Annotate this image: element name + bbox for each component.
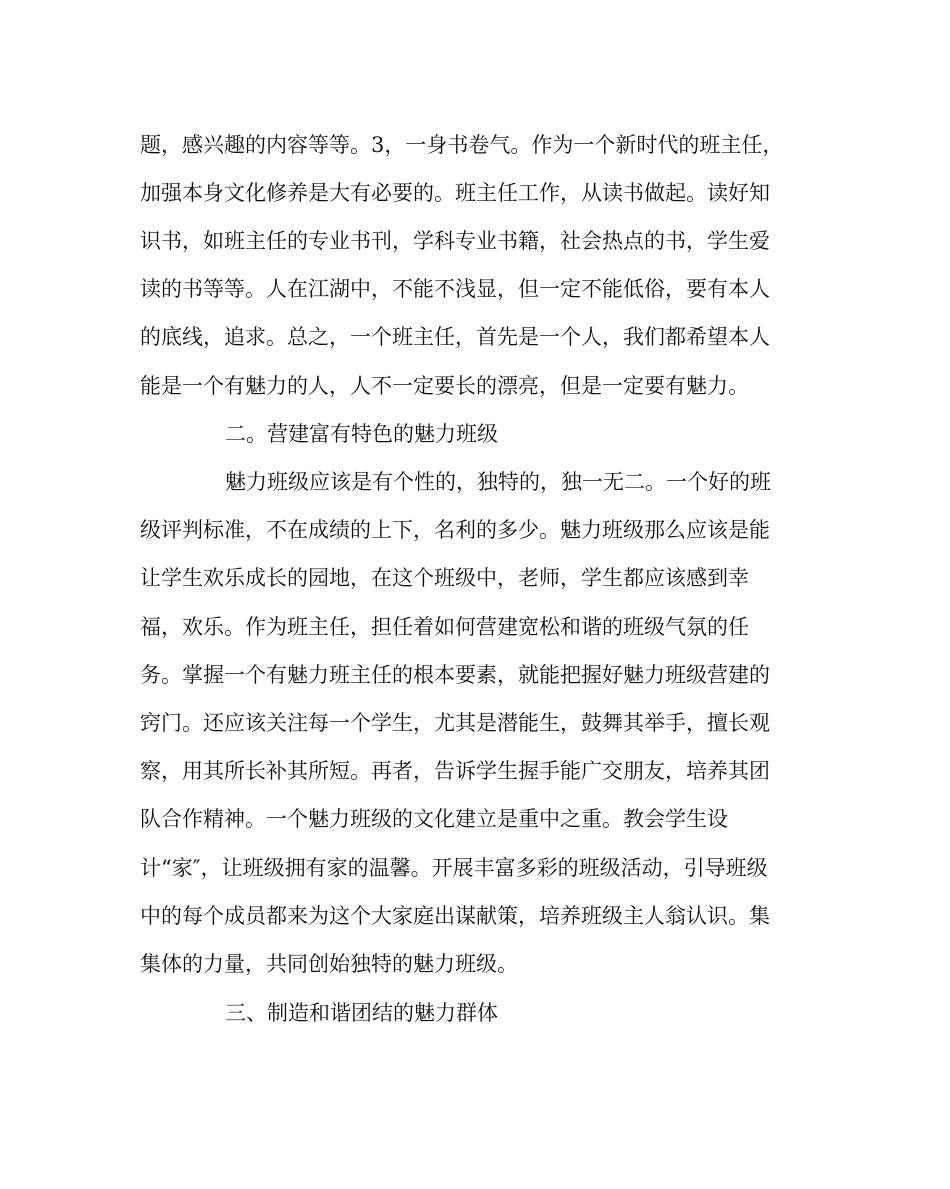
paragraph-line: 的底线，追求。总之，一个班主任，首先是一个人，我们都希望本人 (140, 325, 770, 349)
paragraph-line: 能是一个有魅力的人，人不一定要长的漂亮，但是一定要有魅力。 (140, 374, 749, 398)
paragraph-line: 魅力班级应该是有个性的，独特的，独一无二。一个好的班 (225, 470, 771, 494)
paragraph-line: 识书，如班主任的专业书刊，学科专业书籍，社会热点的书，学生爱 (140, 229, 770, 253)
paragraph-line: 读的书等等。人在江湖中，不能不浅显，但一定不能低俗，要有本人 (140, 277, 770, 301)
paragraph-line: 福，欢乐。作为班主任，担任着如何营建宽松和谐的班级气氛的任 (140, 615, 749, 639)
paragraph-line: 计“家″，让班级拥有家的温馨。开展丰富多彩的班级活动，引导班级 (140, 856, 768, 880)
paragraph-line: 集体的力量，共同创始独特的魅力班级。 (140, 952, 518, 976)
paragraph-line: 务。掌握一个有魅力班主任的根本要素，就能把握好魅力班级营建的 (140, 663, 770, 687)
paragraph-line: 察，用其所长补其所短。再者，告诉学生握手能广交朋友，培养其团 (140, 759, 770, 783)
paragraph-line: 队合作精神。一个魅力班级的文化建立是重中之重。教会学生设 (140, 807, 728, 831)
section-heading-3: 三、制造和谐团结的魅力群体 (225, 1001, 498, 1025)
paragraph-line: 级评判标准，不在成绩的上下，名利的多少。魅力班级那么应该是能 (140, 518, 770, 542)
paragraph-line: 让学生欢乐成长的园地，在这个班级中，老师，学生都应该感到幸 (140, 566, 749, 590)
paragraph-line: 加强本身文化修养是大有必要的。班主任工作，从读书做起。读好知 (140, 181, 770, 205)
paragraph-line: 窍门。还应该关注每一个学生，尤其是潜能生，鼓舞其举手，擅长观 (140, 711, 770, 735)
section-heading-2: 二。营建富有特色的魅力班级 (225, 422, 498, 446)
paragraph-line: 中的每个成员都来为这个大家庭出谋献策，培养班级主人翁认识。集 (140, 904, 770, 928)
paragraph-line: 题，感兴趣的内容等等。3，一身书卷气。作为一个新时代的班主任， (140, 133, 784, 157)
